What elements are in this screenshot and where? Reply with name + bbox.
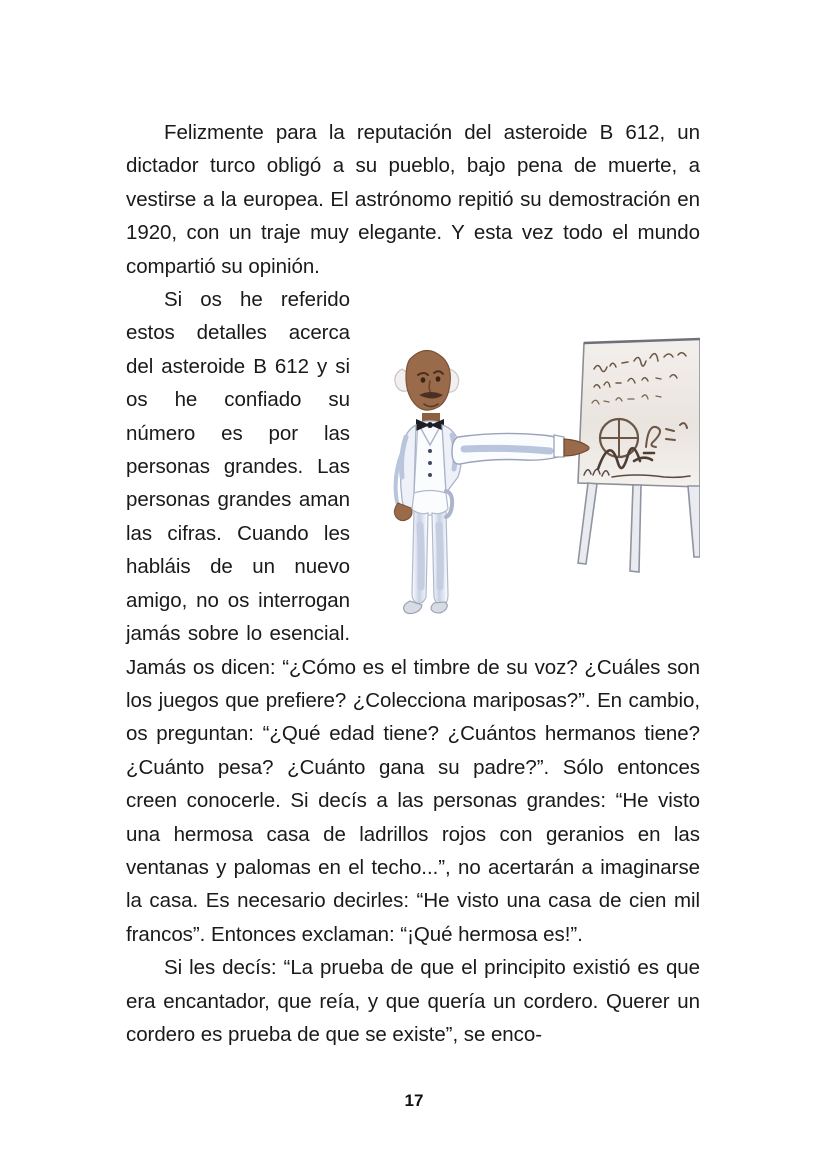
astronomer-figure: [394, 350, 589, 613]
paragraph-1: Felizmente para la reputación del asteroide B 612, un dictador turco obligó a su pueblo, bajo pena de muerte, a vestirse a la europea. El astrónomo repitió su demostración en 1920, con un traje muy elegante. Y esta vez todo el mundo compartió su opinión.: [126, 121, 700, 278]
easel-chart-group: [578, 339, 700, 572]
page-number: 17: [404, 1091, 424, 1110]
easel-legs: [578, 483, 700, 572]
pointing-arm: [452, 433, 589, 464]
paragraph-3: Si les decís: “La prueba de que el principito existió es que era encantador, que reía, y que quería un cordero. Querer un cordero es prueba de que se existe”, se enco-: [126, 956, 700, 1046]
paragraph-2: Si os he referido estos detalles acerca del asteroide B 612 y si os he confiado su número es por las personas grandes. Las personas grandes aman las cifras. Cuando les habláis de un nuevo amigo, no os interrogan jamás sobre lo esencial. Jamás os dicen: “¿Cómo es el timbre de su voz? ¿Cuáles son los juegos que prefiere? ¿Colecciona mariposas?”. En cambio, os preguntan: “¿Qué edad tiene? ¿Cuántos hermanos tiene? ¿Cuánto pesa? ¿Cuánto gana su padre?”. Sólo entonces creen conocerle. Si decís a las personas grandes: “He visto una hermosa casa de ladrillos rojos con geranios en las ventanas y palomas en el techo...”, no acertarán a imaginarse la casa. Es necesario decirles: “He visto una casa de cien mil francos”. Entonces exclaman: “¡Qué hermosa es!”.: [126, 288, 700, 946]
page-text-block: [126, 116, 700, 1051]
astronomer-illustration: [388, 325, 700, 625]
